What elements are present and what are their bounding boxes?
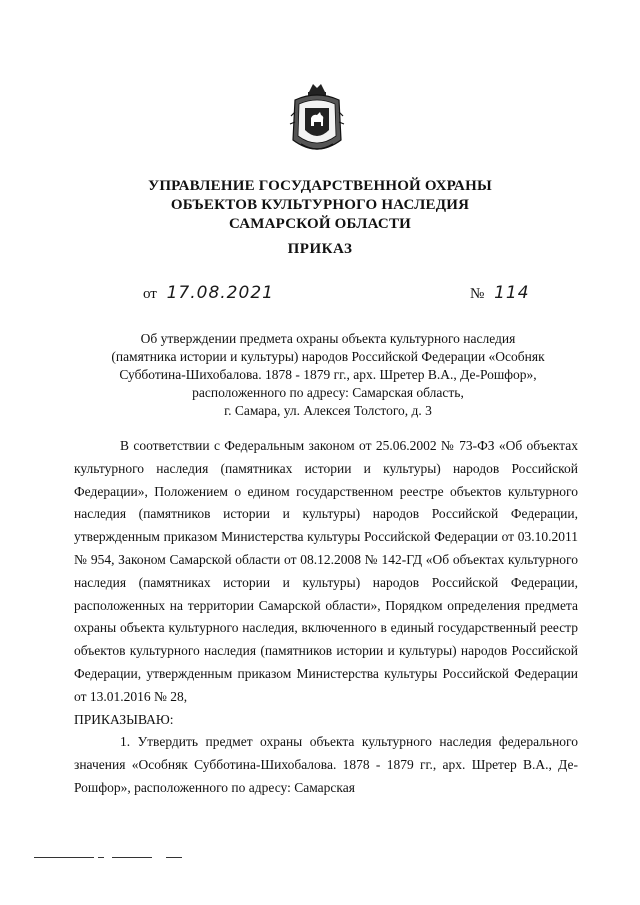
header-line-1: УПРАВЛЕНИЕ ГОСУДАРСТВЕННОЙ ОХРАНЫ bbox=[148, 178, 492, 194]
subject-line-5: г. Самара, ул. Алексея Толстого, д. 3 bbox=[224, 403, 432, 418]
footer-divider bbox=[166, 857, 182, 858]
coat-of-arms-emblem bbox=[287, 82, 347, 160]
order-number bbox=[470, 283, 530, 303]
date-handwritten: 17.08.2021 bbox=[166, 283, 274, 303]
subject-line-1: Об утверждении предмета охраны объекта культурного наследия bbox=[140, 331, 516, 346]
date-prefix: от bbox=[143, 286, 157, 302]
subject-line-2: (памятника истории и культуры) народов Российской Федерации «Особняк bbox=[111, 349, 545, 364]
command-word: ПРИКАЗЫВАЮ: bbox=[74, 711, 174, 727]
document-type-title: ПРИКАЗ bbox=[287, 241, 353, 257]
footer-divider bbox=[112, 857, 152, 858]
number-prefix: № bbox=[470, 286, 485, 302]
order-subject bbox=[78, 330, 578, 420]
footer-divider bbox=[98, 857, 104, 858]
subject-line-4: расположенного по адресу: Самарская область, bbox=[192, 385, 464, 400]
order-body bbox=[74, 435, 578, 800]
order-date bbox=[143, 283, 274, 303]
subject-line-3: Субботина-Шихобалова. 1878 - 1879 гг., арх. Шретер В.А., Де-Рошфор», bbox=[119, 367, 537, 382]
footer-divider bbox=[34, 857, 94, 858]
preamble-paragraph: В соответствии с Федеральным законом от 25.06.2002 № 73-ФЗ «Об объектах культурного наследия (памятниках истории и культуры) народов Российской Федерации», Положением о едином государственном реестре объектов культурного наследия (памятников истории и культуры) народов Российской Федерации, утвержденным приказом Министерства культуры Российской Федерации от 03.10.2011 № 954, Законом Самарской области от 08.12.2008 № 142-ГД «Об объектах культурного наследия (памятниках истории и культуры) народов Российской Федерации, расположенных на территории Самарской области», Порядком определения предмета охраны объекта культурного наследия, включенного в единый государственный реестр объектов культурного наследия (памятников истории и культуры) народов Российской Федерации, утвержденным приказом Министерства культуры Российской Федерации от 13.01.2016 № 28, bbox=[74, 438, 578, 704]
header-line-2: ОБЪЕКТОВ КУЛЬТУРНОГО НАСЛЕДИЯ bbox=[170, 197, 470, 213]
issuing-authority-header bbox=[100, 177, 540, 234]
number-handwritten: 114 bbox=[494, 283, 530, 303]
item-1-paragraph: 1. Утвердить предмет охраны объекта культурного наследия федерального значения «Особняк Субботина-Шихобалова. 1878 - 1879 гг., арх. Шретер В.А., Де-Рошфор», расположенного по адресу: Самарская bbox=[74, 734, 578, 795]
header-line-3: САМАРСКОЙ ОБЛАСТИ bbox=[228, 216, 412, 232]
